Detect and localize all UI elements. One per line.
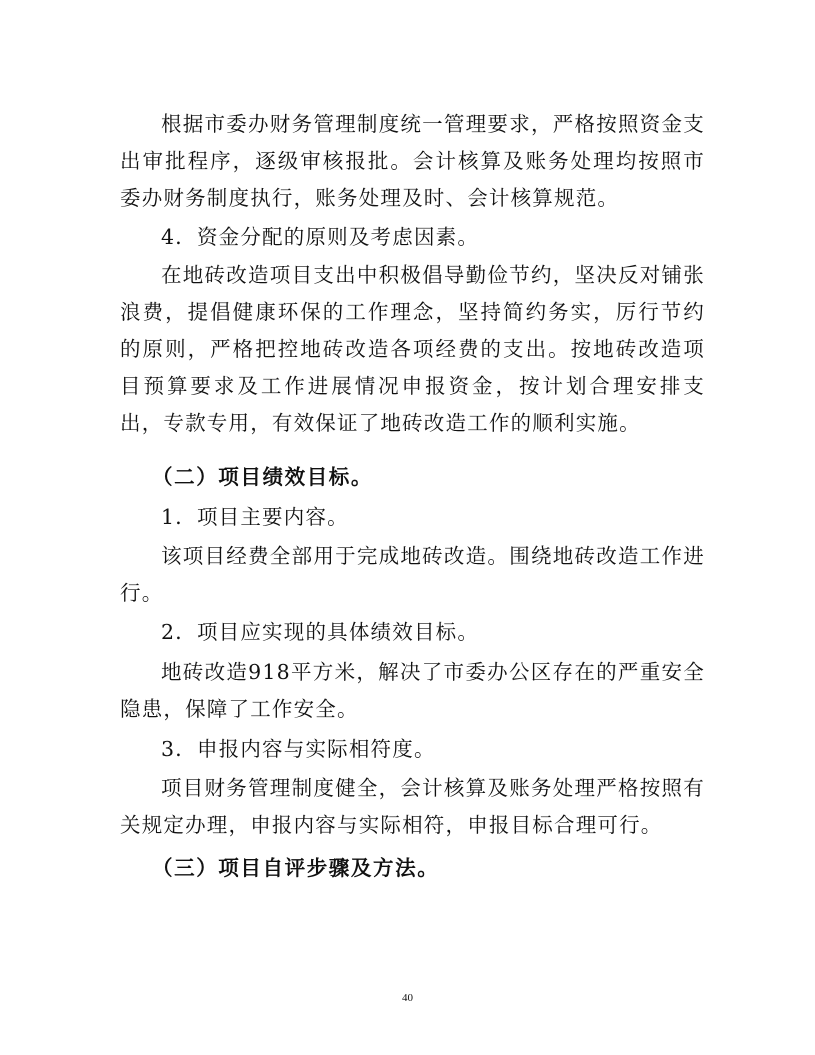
page-number: 40: [402, 992, 413, 1004]
section-heading-performance-goals: （二）项目绩效目标。: [152, 465, 373, 489]
item-4-heading: 4．资金分配的原则及考虑因素。: [161, 225, 480, 249]
paragraph-fund-allocation: 在地砖改造项目支出中积极倡导勤俭节约，坚决反对铺张浪费，提倡健康环保的工作理念，坚持简约务实，厉行节约的原则，严格把控地砖改造各项经费的支出。按地砖改造项目预算要求及工作进展情况申报资金，按计划合理安排支出，专款专用，有效保证了地砖改造工作的顺利实施。: [120, 263, 705, 435]
paragraph-performance-targets: 地砖改造918平方米，解决了市委办公区存在的严重安全隐患，保障了工作安全。: [120, 660, 705, 721]
paragraph-conformity: 项目财务管理制度健全，会计核算及账务处理严格按照有关规定办理，申报内容与实际相符，申报目标合理可行。: [120, 776, 705, 837]
item-3-heading: 3．申报内容与实际相符度。: [161, 737, 436, 761]
paragraph-financial-management: 根据市委办财务管理制度统一管理要求，严格按照资金支出审批程序，逐级审核报批。会计核算及账务处理均按照市委办财务制度执行，账务处理及时、会计核算规范。: [120, 112, 705, 210]
paragraph-project-content: 该项目经费全部用于完成地砖改造。围绕地砖改造工作进行。: [120, 544, 705, 605]
item-2-heading: 2．项目应实现的具体绩效目标。: [161, 620, 480, 644]
item-1-heading: 1．项目主要内容。: [161, 505, 349, 529]
section-heading-evaluation-steps: （三）项目自评步骤及方法。: [152, 856, 440, 880]
